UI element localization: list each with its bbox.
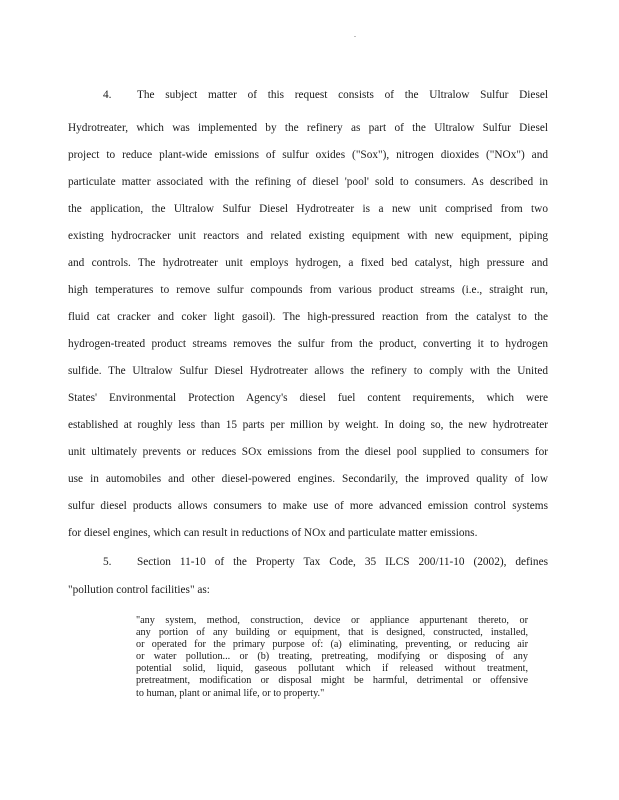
paragraph-line: project to reduce plant-wide emissions of sulfur oxides ("Sox"), nitrogen dioxides ("NOx") and [68, 149, 548, 161]
block-quote [136, 615, 528, 700]
paragraph-line: use in automobiles and other diesel-powered engines. Secondarily, the improved quality of low [68, 473, 548, 485]
paragraph-first-line: The subject matter of this request consists of the Ultralow Sulfur Diesel [137, 89, 548, 101]
paragraph-line: sulfide. The Ultralow Sulfur Diesel Hydrotreater allows the refinery to comply with the United [68, 365, 548, 377]
paragraph-line: "pollution control facilities" as: [68, 584, 210, 596]
paragraph-line: for diesel engines, which can result in reductions of NOx and particulate matter emissions. [68, 527, 478, 539]
paragraph-line: high temperatures to remove sulfur compounds from various product streams (i.e., straight run, [68, 284, 548, 296]
quote-line: or water pollution... or (b) treating, pretreating, modifying or disposing of any [136, 651, 528, 663]
quote-line: or operated for the primary purpose of: (a) eliminating, preventing, or reducing air [136, 639, 528, 651]
paragraph-line: existing hydrocracker unit reactors and related existing equipment with new equipment, piping [68, 230, 548, 242]
paragraph-line: sulfur diesel products allows consumers to make use of more advanced emission control systems [68, 500, 548, 512]
paragraph-number: 4. [103, 89, 112, 101]
paragraph-first-line: Section 11-10 of the Property Tax Code, 35 ILCS 200/11-10 (2002), defines [137, 556, 548, 568]
quote-line: pretreatment, modification or disposal might be harmful, detrimental or offensive [136, 675, 528, 687]
paragraph-line: hydrogen-treated product streams removes the sulfur from the product, converting it to hydrogen [68, 338, 548, 350]
paragraph-line: States' Environmental Protection Agency's diesel fuel content requirements, which were [68, 392, 548, 404]
paragraph-line: the application, the Ultralow Sulfur Diesel Hydrotreater is a new unit comprised from two [68, 203, 548, 215]
paragraph-line: Hydrotreater, which was implemented by the refinery as part of the Ultralow Sulfur Diesel [68, 122, 548, 134]
paragraph-line: established at roughly less than 15 parts per million by weight. In doing so, the new hydrotreater [68, 419, 548, 431]
quote-line: any portion of any building or equipment, that is designed, constructed, installed, [136, 627, 528, 639]
paragraph-line: particulate matter associated with the refining of diesel 'pool' sold to consumers. As described in [68, 176, 548, 188]
quote-line: potential solid, liquid, gaseous pollutant which if released without treatment, [136, 663, 528, 675]
page-mark: . [354, 30, 356, 39]
paragraph-line: fluid cat cracker and coker light gasoil). The high-pressured reaction from the catalyst to the [68, 311, 548, 323]
paragraph-number: 5. [103, 556, 112, 568]
quote-line: "any system, method, construction, device or appliance appurtenant thereto, or [136, 615, 528, 626]
paragraph-line: and controls. The hydrotreater unit employs hydrogen, a fixed bed catalyst, high pressure and [68, 257, 548, 269]
quote-line: to human, plant or animal life, or to property." [136, 687, 325, 699]
paragraph-line: unit ultimately prevents or reduces SOx emissions from the diesel pool supplied to consumers for [68, 446, 548, 458]
